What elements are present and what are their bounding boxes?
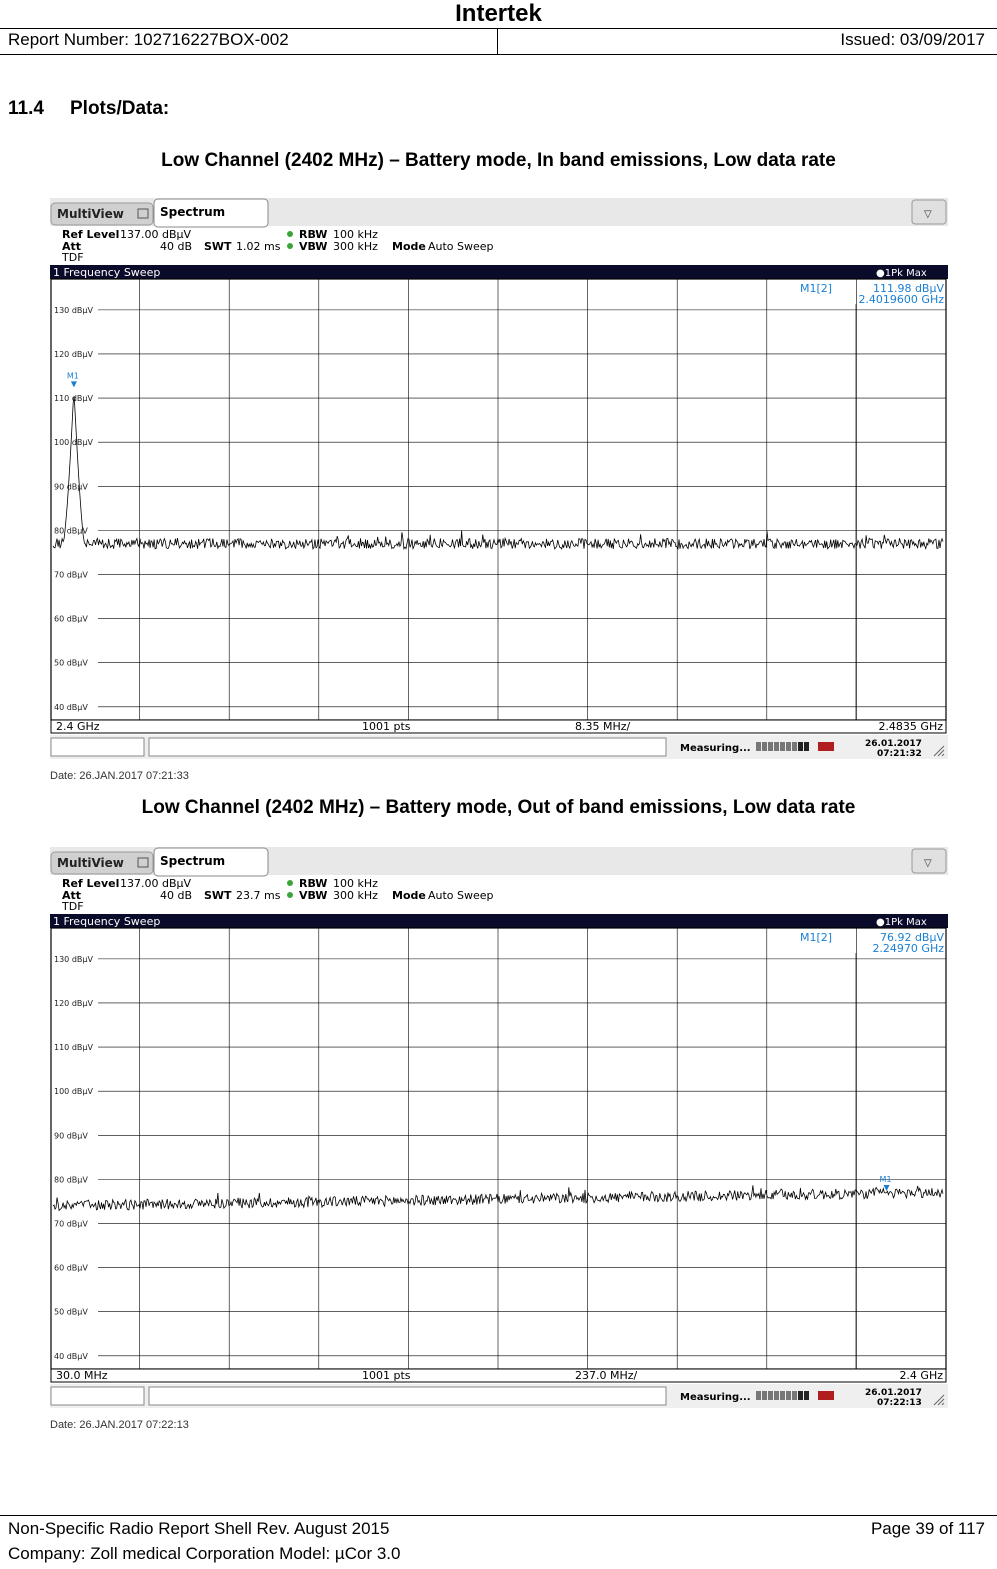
- swt-value: 1.02 ms: [236, 240, 281, 253]
- frequency-bar: [51, 1369, 946, 1382]
- tdf-label: TDF: [62, 900, 84, 913]
- status-dot-icon: [287, 243, 293, 249]
- sweep-title-bar: [50, 914, 948, 928]
- att-value: 40 dB: [160, 889, 193, 902]
- progress-segment: [774, 742, 779, 751]
- status-field-left[interactable]: [51, 1387, 144, 1405]
- status-field-main[interactable]: [149, 738, 666, 756]
- section-title: Plots/Data:: [70, 98, 170, 119]
- tab-multiview-label: MultiView: [57, 856, 124, 870]
- y-tick-label: 60 dBµV: [54, 1263, 88, 1273]
- progress-segment: [786, 742, 791, 751]
- chevron-down-icon: ▽: [924, 858, 932, 869]
- marker-frequency: 2.24970 GHz: [872, 942, 944, 955]
- y-tick-label: 90 dBµV: [54, 482, 88, 492]
- progress-segment: [798, 742, 803, 751]
- y-tick-label: 100 dBµV: [54, 438, 93, 448]
- y-tick-label: 40 dBµV: [54, 702, 88, 712]
- ref-level-label: Ref Level: [62, 228, 120, 241]
- marker-label: M1: [66, 371, 79, 381]
- rbw-label: RBW: [299, 877, 328, 890]
- header-separator: [497, 28, 498, 54]
- mode-label: Mode: [392, 240, 426, 253]
- marker-label: M1: [879, 1174, 892, 1184]
- stop-frequency: 2.4835 GHz: [878, 720, 943, 733]
- analyzer-screenshot: [50, 198, 948, 760]
- status-time: 07:22:13: [877, 1398, 922, 1408]
- progress-segment: [792, 1391, 797, 1400]
- detector-label: ●1Pk Max: [876, 268, 927, 279]
- swt-label: SWT: [204, 889, 232, 902]
- att-label: Att: [62, 889, 82, 902]
- y-tick-label: 60 dBµV: [54, 614, 88, 624]
- start-frequency: 30.0 MHz: [56, 1369, 108, 1382]
- progress-segment: [786, 1391, 791, 1400]
- ref-level-value: 137.00 dBµV: [120, 877, 192, 890]
- status-dot-icon: [287, 880, 293, 886]
- analyzer-svg: [50, 847, 948, 1409]
- y-tick-label: 50 dBµV: [54, 658, 88, 668]
- frequency-bar: [51, 720, 946, 733]
- marker-frequency: 2.4019600 GHz: [858, 293, 944, 306]
- issued-date: Issued: 03/09/2017: [840, 30, 985, 49]
- y-tick-label: 130 dBµV: [54, 954, 93, 964]
- y-tick-label: 50 dBµV: [54, 1307, 88, 1317]
- sweep-points: 1001 pts: [362, 1369, 411, 1382]
- y-tick-label: 90 dBµV: [54, 1131, 88, 1141]
- status-date: 26.01.2017: [865, 739, 922, 749]
- att-label: Att: [62, 240, 82, 253]
- y-tick-label: 100 dBµV: [54, 1087, 93, 1097]
- detector-label: ●1Pk Max: [876, 917, 927, 928]
- mode-value: Auto Sweep: [428, 889, 494, 902]
- sweep-points: 1001 pts: [362, 720, 411, 733]
- swt-value: 23.7 ms: [236, 889, 281, 902]
- tab-spectrum-label: Spectrum: [160, 854, 226, 868]
- progress-segment: [798, 1391, 803, 1400]
- section-heading: [8, 98, 169, 120]
- y-tick-label: 120 dBµV: [54, 998, 93, 1008]
- vbw-label: VBW: [299, 240, 328, 253]
- progress-segment: [792, 742, 797, 751]
- sweep-title: 1 Frequency Sweep: [53, 266, 161, 279]
- ref-level-value: 137.00 dBµV: [120, 228, 192, 241]
- att-value: 40 dB: [160, 240, 193, 253]
- section-number: 11.4: [8, 98, 44, 119]
- plot-date: Date: 26.JAN.2017 07:22:13: [50, 1419, 189, 1431]
- rbw-value: 100 kHz: [333, 228, 378, 241]
- marker-name: M1[2]: [800, 282, 833, 295]
- header-rule-top: [0, 28, 997, 29]
- rbw-label: RBW: [299, 228, 328, 241]
- y-tick-label: 120 dBµV: [54, 349, 93, 359]
- progress-segment: [756, 742, 761, 751]
- vbw-label: VBW: [299, 889, 328, 902]
- analyzer-screenshot: [50, 847, 948, 1409]
- sweep-title: 1 Frequency Sweep: [53, 915, 161, 928]
- span-per-division: 8.35 MHz/: [575, 720, 631, 733]
- swt-label: SWT: [204, 240, 232, 253]
- chevron-down-icon: ▽: [924, 209, 932, 220]
- measuring-status: Measuring...: [680, 1392, 751, 1403]
- mode-label: Mode: [392, 889, 426, 902]
- footer-company: Company: Zoll medical Corporation Model: µCor 3.0: [8, 1544, 401, 1563]
- status-dot-icon: [287, 231, 293, 237]
- marker-level: 76.92 dBµV: [879, 931, 944, 944]
- marker-name: M1[2]: [800, 931, 833, 944]
- progress-segment: [780, 1391, 785, 1400]
- mode-value: Auto Sweep: [428, 240, 494, 253]
- y-tick-label: 130 dBµV: [54, 305, 93, 315]
- progress-segment: [804, 742, 809, 751]
- start-frequency: 2.4 GHz: [56, 720, 100, 733]
- header-rule-bottom: [0, 54, 997, 55]
- rbw-value: 100 kHz: [333, 877, 378, 890]
- footer-shell: Non-Specific Radio Report Shell Rev. August 2015: [8, 1519, 390, 1538]
- sweep-title-bar: [50, 265, 948, 279]
- y-tick-label: 40 dBµV: [54, 1351, 88, 1361]
- status-time: 07:21:32: [877, 749, 922, 759]
- status-field-left[interactable]: [51, 738, 144, 756]
- progress-segment: [774, 1391, 779, 1400]
- marker-level: 111.98 dBµV: [872, 282, 944, 295]
- status-date: 26.01.2017: [865, 1388, 922, 1398]
- progress-segment: [768, 742, 773, 751]
- plot-date: Date: 26.JAN.2017 07:21:33: [50, 770, 189, 782]
- page-number: Page 39 of 117: [870, 1519, 985, 1538]
- status-dot-icon: [287, 892, 293, 898]
- y-tick-label: 80 dBµV: [54, 1175, 88, 1185]
- vbw-value: 300 kHz: [333, 240, 378, 253]
- rs-logo-icon: [818, 742, 834, 751]
- status-field-main[interactable]: [149, 1387, 666, 1405]
- progress-segment: [756, 1391, 761, 1400]
- stop-frequency: 2.4 GHz: [899, 1369, 943, 1382]
- plot-caption: Low Channel (2402 MHz) – Battery mode, Out of band emissions, Low data rate: [141, 797, 856, 818]
- y-tick-label: 70 dBµV: [54, 1219, 88, 1229]
- analyzer-svg: [50, 198, 948, 760]
- y-tick-label: 110 dBµV: [54, 394, 93, 404]
- report-company-title: Intertek: [455, 0, 542, 27]
- plot-area: [51, 928, 946, 1369]
- plot-area: [51, 279, 946, 720]
- progress-segment: [804, 1391, 809, 1400]
- report-number: Report Number: 102716227BOX-002: [8, 30, 289, 49]
- progress-segment: [780, 742, 785, 751]
- footer-rule: [0, 1515, 997, 1516]
- ref-level-label: Ref Level: [62, 877, 120, 890]
- rs-logo-icon: [818, 1391, 834, 1400]
- progress-segment: [762, 742, 767, 751]
- plot-caption: Low Channel (2402 MHz) – Battery mode, In band emissions, Low data rate: [161, 150, 836, 171]
- tdf-label: TDF: [62, 251, 84, 264]
- y-tick-label: 70 dBµV: [54, 570, 88, 580]
- progress-segment: [768, 1391, 773, 1400]
- tab-spectrum-label: Spectrum: [160, 205, 226, 219]
- tab-multiview-label: MultiView: [57, 207, 124, 221]
- progress-segment: [762, 1391, 767, 1400]
- y-tick-label: 80 dBµV: [54, 526, 88, 536]
- measuring-status: Measuring...: [680, 743, 751, 754]
- y-tick-label: 110 dBµV: [54, 1043, 93, 1053]
- span-per-division: 237.0 MHz/: [575, 1369, 638, 1382]
- vbw-value: 300 kHz: [333, 889, 378, 902]
